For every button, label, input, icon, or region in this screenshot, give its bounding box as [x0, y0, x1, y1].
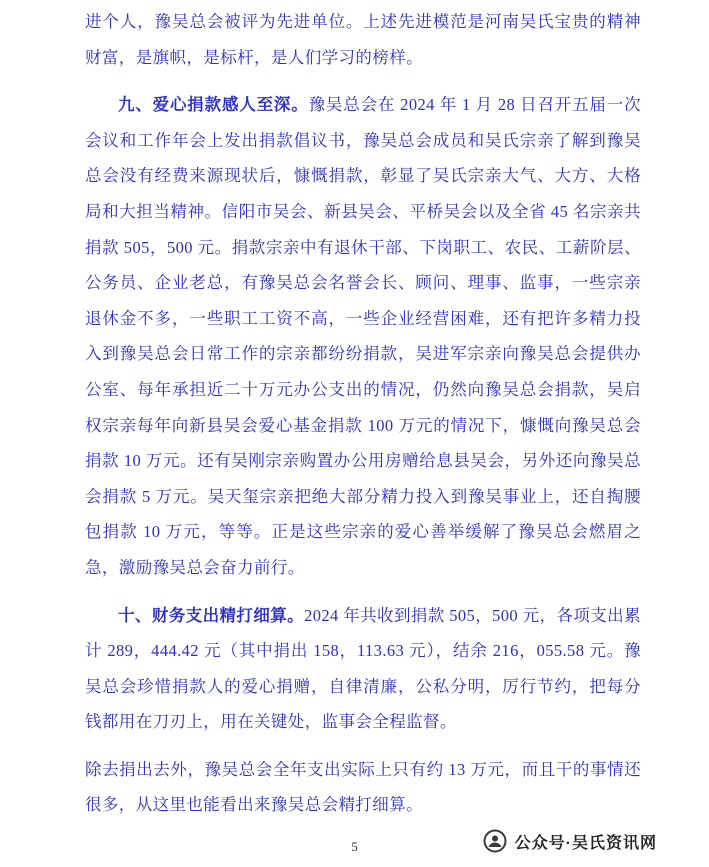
section-heading: 九、爱心捐款感人至深。 [118, 95, 309, 115]
page-number: 5 [351, 839, 358, 854]
text-run: 进个人，豫吴总会被评为先进单位。上述先进模范是河南吴氏宝贵的精神财富，是旗帜，是标杆，是人们学习的榜样。 [85, 12, 641, 67]
wechat-official-account-icon [483, 829, 507, 853]
paragraph [85, 87, 641, 585]
paragraph [85, 598, 641, 740]
text-run: 除去捐出去外，豫吴总会全年支出实际上只有约 13 万元，而且干的事情还很多，从这里也能看出来豫吴总会精打细算。 [85, 759, 641, 815]
section-heading: 十、财务支出精打细算。 [118, 605, 305, 625]
paragraph [85, 4, 641, 75]
watermark-text: 公众号·吴氏资讯网 [514, 834, 657, 852]
text-run: 豫吴总会在 2024 年 1 月 28 日召开五届一次会议和工作年会上发出捐款倡议书，豫吴总会成员和吴氏宗亲了解到豫吴总会没有经费来源现状后，慷慨捐款，彰显了吴氏宗亲大气、大方、大格局和大担当精神。信阳市吴会、新县吴会、平桥吴会以及全省 45 名宗亲共捐款 505，500 元。捐款宗亲中有退休干部、下岗职工、农民、工薪阶层、公务员、企业老总，有豫吴总会名誉会长、顾问、理事、监事，一些宗亲退休金不多，一些职工工资不高，一些企业经营困难，还有把许多精力投入到豫吴总会日常工作的宗亲都纷纷捐款，吴进军宗亲向豫吴总会提供办公室、每年承担近二十万元办公支出的情况，仍然向豫吴总会捐款，吴启权宗亲每年向新县吴会爱心基金捐款 100 万元的情况下，慷慨向豫吴总会捐款 10 万元。还有吴刚宗亲购置办公用房赠给息县吴会，另外还向豫吴总会捐款 5 万元。吴天玺宗亲把绝大部分精力投入到豫吴事业上，还自掏腰包捐款 10 万元，等等。正是这些宗亲的爱心善举缓解了豫吴总会燃眉之急，激励豫吴总会奋力前行。 [85, 95, 641, 577]
document-body [85, 4, 641, 823]
paragraph [85, 752, 641, 823]
text-run: 2024 年共收到捐款 505，500 元，各项支出累计 289，444.42 元（其中捐出 158，113.63 元），结余 216，055.58 元。豫吴总会珍惜捐款人的爱心捐赠，自律清廉，公私分明，厉行节约，把每分钱都用在刀刃上，用在关键处，监事会全程监督。 [85, 605, 641, 732]
watermark [483, 829, 657, 853]
